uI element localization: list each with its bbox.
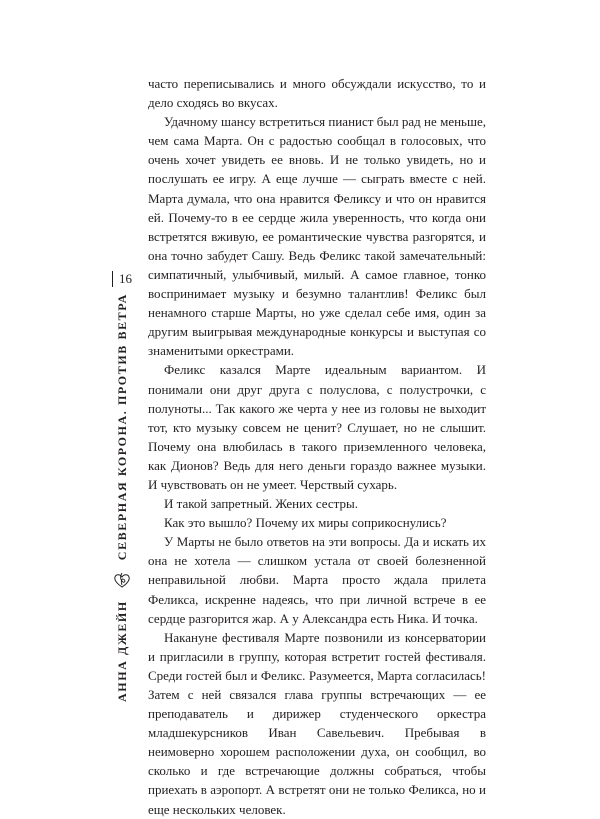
treble-clef-heart-icon [112,570,132,590]
book-title: СЕВЕРНАЯ КОРОНА. ПРОТИВ ВЕТРА [114,293,129,561]
paragraph: Накануне фестиваля Марте позвонили из консерватории и пригласили в группу, которая встретит гостей фестиваля. Среди гостей был и Феликс. Разумеется, Марта согласилась! Затем с ней связался глава группы встречающих — ее преподаватель и дирижер студенческого оркестра младшекурсников Иван Савельевич. Пребывая в неимоверно хорошем расположении духа, он сообщил, во сколько и где встречающие должны собраться, чтобы приехать в аэропорт. А встретят они не только Феликса, но и еще нескольких человек. [148,629,486,817]
paragraph: У Марты не было ответов на эти вопросы. Да и искать их она не хотела — слишком устала от своей болезненной неправильной любви. Марта просто ждала прилета Феликса, искренне надеясь, что при личной встрече в ее сердце разгорится жар. А у Александра есть Ника. И точка. [148,534,486,626]
paragraph: Удачному шансу встретиться пианист был рад не меньше, чем сама Марта. Он с радостью сообщал в голосовых, что очень хочет увидеть ее вновь. И не только увидеть, но и послушать ее игру. А еще лучше — сыграть вместе с ней. Марта думала, что она нравится Феликсу и что он нравится ей. Почему-то в ее сердце жила уверенность, что когда они встретятся вживую, ее романтические чувства разгорятся, и она точно забудет Сашу. Ведь Феликс такой замечательный: симпатичный, улыбчивый, милый. А самое главное, тонко воспринимает музыку и безумно талантлив! Феликс был ненамного старше Марты, но уже сделал себе имя, один за другим выигрывая международные конкурсы и выступая со знаменитыми оркестрами. [148,114,486,359]
paragraph: И такой запретный. Жених сестры. [164,496,358,512]
running-head [110,255,134,702]
page-number: 16 [112,271,132,287]
author-name: АННА ДЖЕЙН [114,600,129,702]
paragraph: Феликс казался Марте идеальным вариантом. И понимали они друг друга с полуслова, с полустрочки, с полуноты... Так какого же черта у нее из головы не выходит тот, кто музыку совсем не ценит? Слушает, но не слышит. Почему она влюбилась в такого приземленного человека, как Дионов? Ведь для него деньги гораздо важнее музыки. И чувствовать он не умеет. Черствый сухарь. [148,362,486,492]
paragraph: часто переписывались и много обсуждали искусство, то и дело сходясь во вкусах. [148,76,486,111]
paragraph: Как это вышло? Почему их миры соприкоснулись? [164,515,447,531]
body-text [148,74,486,819]
